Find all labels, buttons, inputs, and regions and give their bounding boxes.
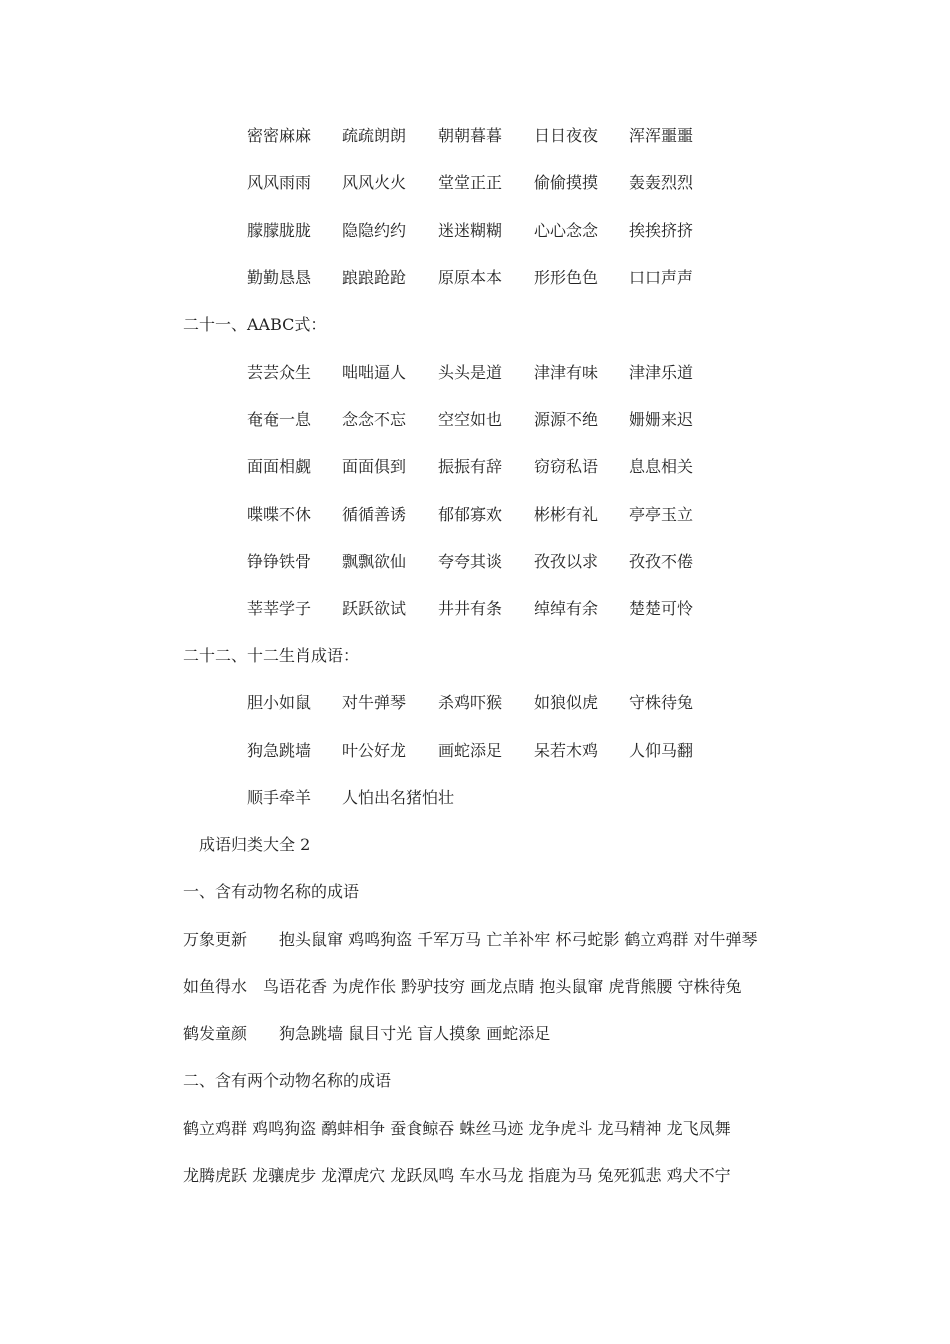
idiom-cell: 浑浑噩噩 <box>629 126 694 145</box>
idiom-cell: 风风火火 <box>342 173 407 192</box>
idiom-line: 龙腾虎跃 龙骧虎步 龙潭虎穴 龙跃凤鸣 车水马龙 指鹿为马 兔死狐悲 鸡犬不宁 <box>183 1166 731 1185</box>
idiom-cell: 口口声声 <box>629 268 694 287</box>
idiom-cell: 孜孜以求 <box>534 552 599 571</box>
idiom-cell: 轰轰烈烈 <box>629 173 694 192</box>
idiom-cell: 画蛇添足 <box>438 741 503 760</box>
idiom-cell: 息息相关 <box>629 457 694 476</box>
idiom-line <box>183 1022 550 1046</box>
idiom-line-lead: 万象更新 <box>183 930 248 949</box>
idiom-cell: 窃窃私语 <box>534 457 599 476</box>
idiom-line-lead: 鹤发童颜 <box>183 1024 248 1043</box>
idiom-line <box>183 975 742 999</box>
idiom-cell: 狗急跳墙 <box>247 741 312 760</box>
idiom-cell: 如狼似虎 <box>534 693 599 712</box>
idiom-cell: 孜孜不倦 <box>629 552 694 571</box>
idiom-cell: 挨挨挤挤 <box>629 221 694 240</box>
idiom-cell: 头头是道 <box>438 363 503 382</box>
idiom-cell: 姗姗来迟 <box>629 410 694 429</box>
idiom-cell: 人怕出名猪怕壮 <box>342 788 455 807</box>
idiom-cell: 跃跃欲试 <box>342 599 407 618</box>
idiom-cell: 咄咄逼人 <box>342 363 407 382</box>
idiom-cell: 空空如也 <box>438 410 503 429</box>
idiom-cell: 念念不忘 <box>342 410 407 429</box>
idiom-cell: 守株待兔 <box>629 693 694 712</box>
idiom-cell: 井井有条 <box>438 599 503 618</box>
idiom-cell: 面面相觑 <box>247 457 312 476</box>
idiom-cell: 津津有味 <box>534 363 599 382</box>
idiom-cell: 形形色色 <box>534 268 599 287</box>
idiom-cell: 彬彬有礼 <box>534 505 599 524</box>
idiom-cell: 原原本本 <box>438 268 503 287</box>
idiom-cell: 密密麻麻 <box>247 126 312 145</box>
idiom-line: 鹤立鸡群 鸡鸣狗盗 鹬蚌相争 蚕食鲸吞 蛛丝马迹 龙争虎斗 龙马精神 龙飞凤舞 <box>183 1119 731 1138</box>
idiom-cell: 亭亭玉立 <box>629 505 694 524</box>
idiom-cell: 心心念念 <box>534 221 599 240</box>
idiom-cell: 源源不绝 <box>534 410 599 429</box>
idiom-cell: 胆小如鼠 <box>247 693 312 712</box>
idiom-line <box>183 928 758 952</box>
idiom-cell: 偷偷摸摸 <box>534 173 599 192</box>
idiom-cell: 叶公好龙 <box>342 741 407 760</box>
idiom-cell: 疏疏朗朗 <box>342 126 407 145</box>
idiom-cell: 铮铮铁骨 <box>247 552 312 571</box>
idiom-cell: 面面俱到 <box>342 457 407 476</box>
section-22-heading: 二十二、十二生肖成语： <box>183 646 360 665</box>
idiom-cell: 津津乐道 <box>629 363 694 382</box>
section-2-heading: 二、含有两个动物名称的成语 <box>183 1071 392 1090</box>
idiom-cell: 郁郁寡欢 <box>438 505 503 524</box>
idiom-line-rest: 抱头鼠窜 鸡鸣狗盗 千军万马 亡羊补牢 杯弓蛇影 鹤立鸡群 对牛弹琴 <box>279 930 758 949</box>
section-21-heading: 二十一、AABC式： <box>183 315 327 334</box>
idiom-cell: 飘飘欲仙 <box>342 552 407 571</box>
idiom-cell: 风风雨雨 <box>247 173 312 192</box>
idiom-cell: 人仰马翻 <box>629 741 694 760</box>
idiom-cell: 莘莘学子 <box>247 599 312 618</box>
idiom-cell: 芸芸众生 <box>247 363 312 382</box>
idiom-cell: 堂堂正正 <box>438 173 503 192</box>
idiom-cell: 隐隐约约 <box>342 221 407 240</box>
idiom-line-rest: 狗急跳墙 鼠目寸光 盲人摸象 画蛇添足 <box>279 1024 551 1043</box>
idiom-cell: 对牛弹琴 <box>342 693 407 712</box>
idiom-cell: 喋喋不休 <box>247 505 312 524</box>
section-1-heading: 一、含有动物名称的成语 <box>183 882 360 901</box>
idiom-cell: 绰绰有余 <box>534 599 599 618</box>
idiom-line-rest: 鸟语花香 为虎作伥 黔驴技穷 画龙点睛 抱头鼠窜 虎背熊腰 守株待兔 <box>263 977 742 996</box>
idiom-line-lead: 如鱼得水 <box>183 977 248 996</box>
part-2-title: 成语归类大全 2 <box>199 835 311 854</box>
idiom-cell: 杀鸡吓猴 <box>438 693 503 712</box>
idiom-cell: 日日夜夜 <box>534 126 599 145</box>
idiom-cell: 奄奄一息 <box>247 410 312 429</box>
idiom-cell: 呆若木鸡 <box>534 741 599 760</box>
idiom-cell: 顺手牵羊 <box>247 788 312 807</box>
idiom-cell: 夸夸其谈 <box>438 552 503 571</box>
idiom-cell: 朦朦胧胧 <box>247 221 312 240</box>
idiom-cell: 迷迷糊糊 <box>438 221 503 240</box>
idiom-cell: 踉踉跄跄 <box>342 268 407 287</box>
idiom-cell: 勤勤恳恳 <box>247 268 312 287</box>
idiom-cell: 朝朝暮暮 <box>438 126 503 145</box>
idiom-cell: 楚楚可怜 <box>629 599 694 618</box>
idiom-cell: 振振有辞 <box>438 457 503 476</box>
idiom-cell: 循循善诱 <box>342 505 407 524</box>
